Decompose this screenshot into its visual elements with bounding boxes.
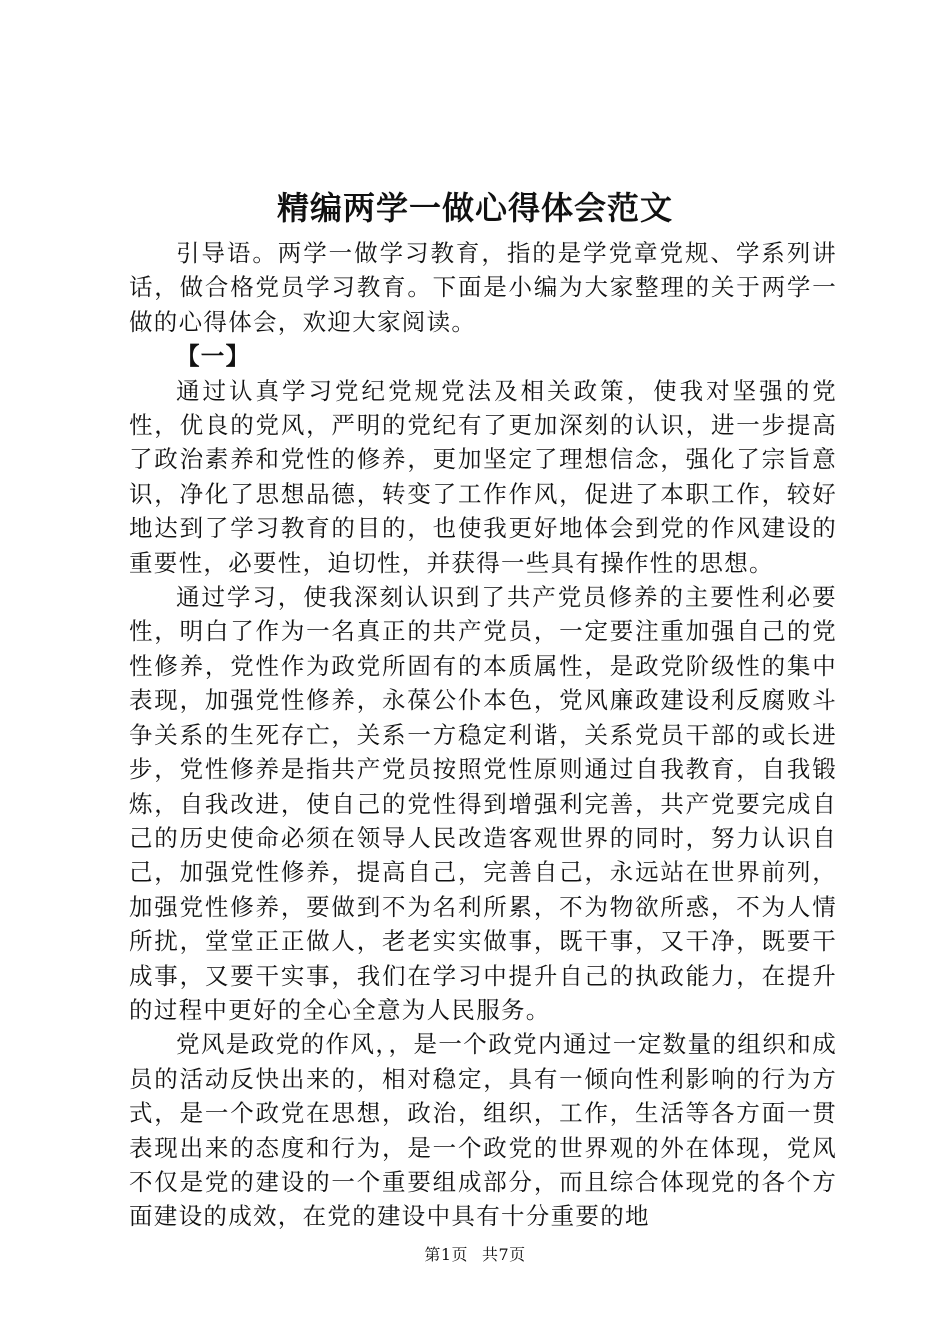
document-body (129, 236, 837, 1234)
body-paragraph-3: 党风是政党的作风，，是一个政党内通过一定数量的组织和成员的活动反快出来的，相对稳定，具有一倾向性利影响的行为方式，是一个政党在思想，政治，组织，工作，生活等各方面一贯表现出来的态度和行为，是一个政党的世界观的外在体现，党风不仅是党的建设的一个重要组成部分，而且综合体现党的各个方面建设的成效，在党的建设中具有十分重要的地 (129, 1030, 837, 1231)
intro-paragraph: 引导语。两学一做学习教育，指的是学党章党规、学系列讲话，做合格党员学习教育。下面是小编为大家整理的关于两学一做的心得体会，欢迎大家阅读。 (129, 239, 837, 336)
body-paragraph-2: 通过学习，使我深刻认识到了共产党员修养的主要性利必要性，明白了作为一名真正的共产党员，一定要注重加强自己的党性修养，党性作为政党所固有的本质属性，是政党阶级性的集中表现，加强党性修养，永葆公仆本色，党风廉政建设利反腐败斗争关系的生死存亡，关系一方稳定利谐，关系党员干部的或长进步，党性修养是指共产党员按照党性原则通过自我教育，自我锻炼，自我改进，使自己的党性得到增强利完善，共产党要完成自己的历史使命必须在领导人民改造客观世界的同时，努力认识自己，加强党性修养，提高自己，完善自己，永远站在世界前列，加强党性修养，要做到不为名利所累，不为物欲所惑，不为人情所扰，堂堂正正做人，老老实实做事，既干事，又干净，既要干成事，又要干实事，我们在学习中提升自己的执政能力，在提升的过程中更好的全心全意为人民服务。 (129, 583, 837, 1024)
page-total: 共7页 (482, 1245, 526, 1264)
page-number: 第1页 (424, 1245, 468, 1264)
section-heading: 【一】 (176, 342, 251, 371)
document-title: 精编两学一做心得体会范文 (276, 189, 673, 227)
page-footer (0, 1244, 950, 1266)
body-paragraph-1: 通过认真学习党纪党规党法及相关政策，使我对坚强的党性，优良的党风，严明的党纪有了更加深刻的认识，进一步提高了政治素养和党性的修养，更加坚定了理想信念，强化了宗旨意识，净化了思想品德，转变了工作作风，促进了本职工作，较好地达到了学习教育的目的，也使我更好地体会到党的作风建设的重要性，必要性，迫切性，并获得一些具有操作性的思想。 (129, 376, 837, 577)
